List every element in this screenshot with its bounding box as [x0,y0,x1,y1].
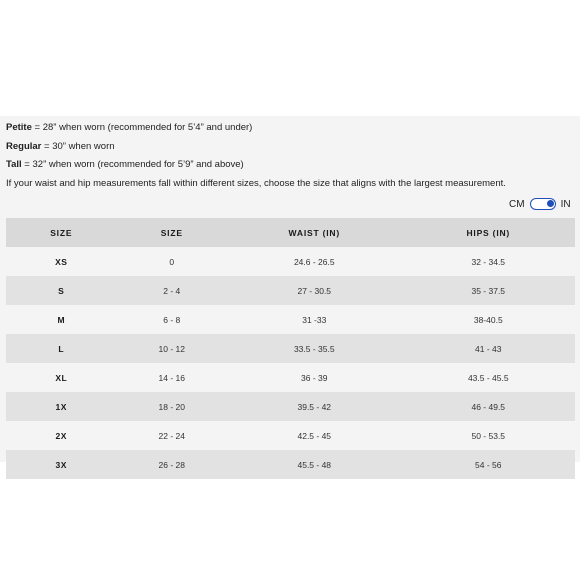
cell-hips: 41 - 43 [402,334,575,363]
cell-waist: 42.5 - 45 [227,421,402,450]
cell-waist: 45.5 - 48 [227,450,402,479]
table-row [6,421,575,450]
cell-waist: 33.5 - 35.5 [227,334,402,363]
cell-size-number: 6 - 8 [117,305,228,334]
cell-size-letter: XL [6,363,117,392]
cell-size-number: 14 - 16 [117,363,228,392]
cell-size-letter: XS [6,247,117,276]
cell-size-number: 18 - 20 [117,392,228,421]
cell-hips: 38-40.5 [402,305,575,334]
cell-size-letter: 2X [6,421,117,450]
header-hips: HIPS (IN) [402,218,575,247]
cell-waist: 36 - 39 [227,363,402,392]
fit-notes [6,119,506,193]
header-waist: WAIST (IN) [227,218,402,247]
note-sizing-advice: If your waist and hip measurements fall within different sizes, choose the size that aligns with the largest measurement. [6,177,506,189]
cell-size-number: 10 - 12 [117,334,228,363]
header-size-number: SIZE [117,218,228,247]
table-row [6,392,575,421]
cell-waist: 27 - 30.5 [227,276,402,305]
unit-label-in[interactable]: IN [560,198,571,210]
cell-size-letter: L [6,334,117,363]
cell-size-number: 2 - 4 [117,276,228,305]
note-petite: Petite = 28” when worn (recommended for 5’4” and under) [6,122,253,133]
note-regular: Regular = 30” when worn [6,140,115,152]
unit-switch[interactable] [530,198,556,210]
cell-hips: 43.5 - 45.5 [402,363,575,392]
size-chart-table [6,218,575,479]
cell-hips: 54 - 56 [402,450,575,479]
cell-hips: 32 - 34.5 [402,247,575,276]
note-tall: Tall = 32” when worn (recommended for 5’9” and above) [6,159,244,170]
cell-size-letter: 1X [6,392,117,421]
unit-toggle[interactable] [509,198,571,210]
cell-size-number: 22 - 24 [117,421,228,450]
table-row [6,305,575,334]
header-size-letter: SIZE [6,218,117,247]
cell-hips: 50 - 53.5 [402,421,575,450]
cell-size-letter: 3X [6,450,117,479]
table-row [6,450,575,479]
table-header-row [6,218,575,247]
cell-size-number: 26 - 28 [117,450,228,479]
cell-hips: 46 - 49.5 [402,392,575,421]
cell-size-letter: S [6,276,117,305]
cell-hips: 35 - 37.5 [402,276,575,305]
table-row [6,276,575,305]
cell-size-number: 0 [117,247,228,276]
cell-size-letter: M [6,305,117,334]
table-row [6,363,575,392]
cell-waist: 39.5 - 42 [227,392,402,421]
unit-label-cm[interactable]: CM [509,198,525,210]
cell-waist: 24.6 - 26.5 [227,247,402,276]
table-row [6,334,575,363]
table-row [6,247,575,276]
cell-waist: 31 -33 [227,305,402,334]
unit-switch-knob [547,200,554,207]
